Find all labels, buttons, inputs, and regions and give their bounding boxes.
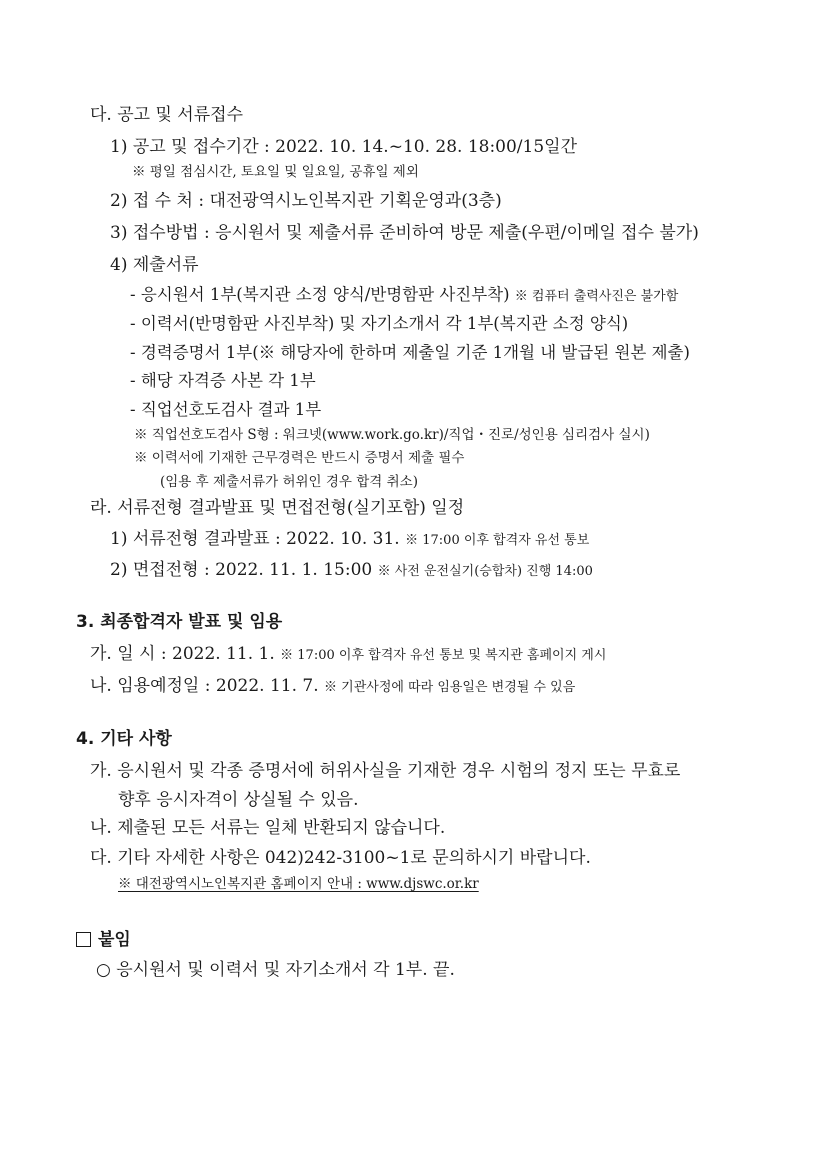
section-heading-final: 3. 최종합격자 발표 및 임용 <box>76 612 283 632</box>
note-homepage: ※ 대전광역시노인복지관 홈페이지 안내 : www.djswc.or.kr <box>118 876 479 892</box>
doc-application-form-note: ※ 컴퓨터 출력사진은 불가함 <box>514 289 679 304</box>
item-false-info-line1: 가. 응시원서 및 각종 증명서에 허위사실을 기재한 경우 시험의 정지 또는 무효로 <box>90 761 681 781</box>
item-interview <box>110 562 593 579</box>
note-excluded-days: ※ 평일 점심시간, 토요일 및 일요일, 공휴일 제외 <box>132 164 419 180</box>
item-document-results <box>110 531 589 548</box>
item-announcement-date-note: ※ 17:00 이후 합격자 유선 통보 및 복지관 홈페이지 게시 <box>280 648 607 663</box>
note-false-documents: (임용 후 제출서류가 허위인 경우 합격 취소) <box>160 474 418 490</box>
item-announcement-date-text: 가. 일 시 : 2022. 11. 1. <box>90 644 275 664</box>
section-heading-announcement: 다. 공고 및 서류접수 <box>90 105 243 125</box>
attachment-heading <box>76 932 131 949</box>
item-false-info-line2: 향후 응시자격이 상실될 수 있음. <box>118 790 359 810</box>
item-appointment-date-note: ※ 기관사정에 따라 임용일은 변경될 수 있음 <box>324 680 576 695</box>
item-required-documents: 4) 제출서류 <box>110 255 199 275</box>
item-announcement-period: 1) 공고 및 접수기간 : 2022. 10. 14.~10. 28. 18:00/15일간 <box>110 137 578 157</box>
doc-resume: - 이력서(반명함판 사진부착) 및 자기소개서 각 1부(복지관 소정 양식) <box>130 314 629 333</box>
item-appointment-date-text: 나. 임용예정일 : 2022. 11. 7. <box>90 676 319 696</box>
item-no-return: 나. 제출된 모든 서류는 일체 반환되지 않습니다. <box>90 818 446 838</box>
square-bullet-icon <box>76 932 91 947</box>
doc-application-form-text: - 응시원서 1부(복지관 소정 양식/반명함판 사진부착) <box>130 285 510 304</box>
section-heading-other: 4. 기타 사항 <box>76 729 172 749</box>
section-heading-schedule: 라. 서류전형 결과발표 및 면접전형(실기포함) 일정 <box>90 498 465 518</box>
item-reception-place: 2) 접 수 처 : 대전광역시노인복지관 기획운영과(3층) <box>110 191 502 211</box>
doc-license-copy: - 해당 자격증 사본 각 1부 <box>130 371 316 390</box>
item-document-results-text: 1) 서류전형 결과발표 : 2022. 10. 31. <box>110 529 400 549</box>
attachment-item: ○ 응시원서 및 이력서 및 자기소개서 각 1부. 끝. <box>96 960 455 980</box>
note-aptitude-test: ※ 직업선호도검사 S형 : 워크넷(www.work.go.kr)/직업・진로/성인용 심리검사 실시) <box>134 427 650 443</box>
item-document-results-note: ※ 17:00 이후 합격자 유선 통보 <box>405 533 590 548</box>
doc-application-form <box>130 287 678 304</box>
item-interview-text: 2) 면접전형 : 2022. 11. 1. 15:00 <box>110 560 373 580</box>
item-appointment-date <box>90 678 575 695</box>
item-contact: 다. 기타 자세한 사항은 042)242-3100~1로 문의하시기 바랍니다. <box>90 848 591 868</box>
note-career-proof: ※ 이력서에 기재한 근무경력은 반드시 증명서 제출 필수 <box>134 450 465 466</box>
attachment-heading-label: 붙임 <box>98 930 131 950</box>
item-announcement-date <box>90 646 606 663</box>
doc-aptitude-test: - 직업선호도검사 결과 1부 <box>130 400 322 419</box>
item-reception-method: 3) 접수방법 : 응시원서 및 제출서류 준비하여 방문 제출(우편/이메일 접수 불가) <box>110 223 699 243</box>
item-interview-note: ※ 사전 운전실기(승합차) 진행 14:00 <box>377 564 593 579</box>
doc-career-certificate: - 경력증명서 1부(※ 해당자에 한하며 제출일 기준 1개월 내 발급된 원본 제출) <box>130 343 690 362</box>
